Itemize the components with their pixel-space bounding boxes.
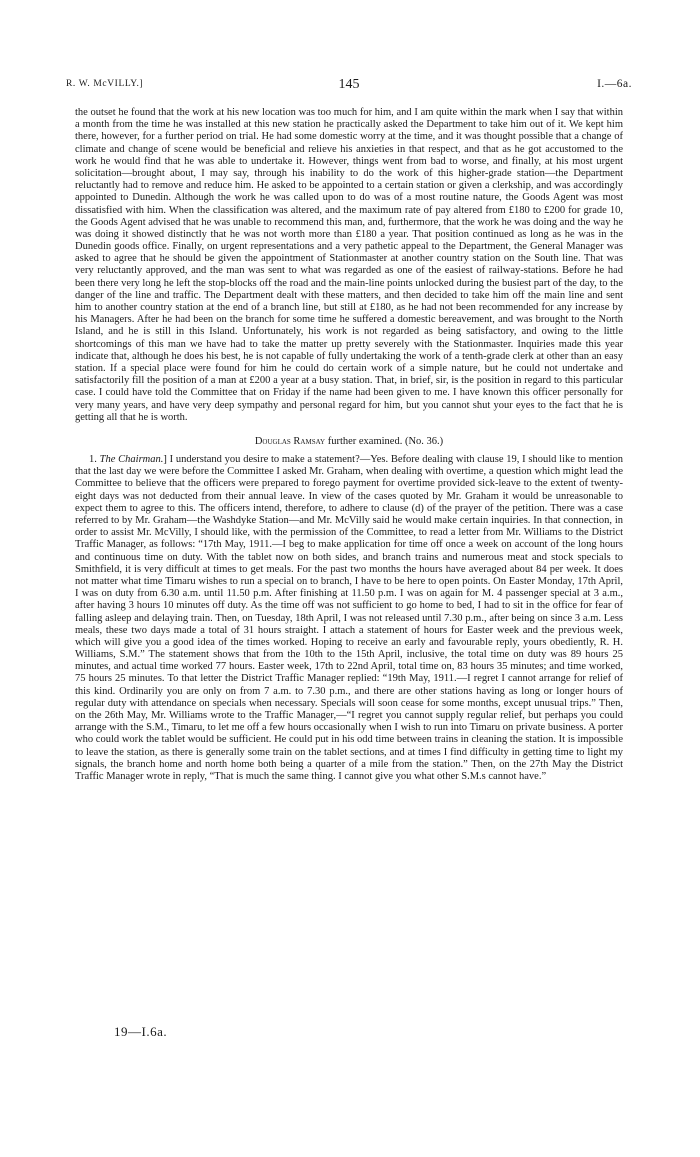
witness-heading-rest: further examined. (No. 36.) [325, 435, 444, 447]
header-author: R. W. McVILLY.] [66, 79, 144, 89]
body-text [75, 107, 623, 783]
statement-text: ] I understand you desire to make a statement?—Yes. Before dealing with clause 19, I should like to mention that the last day we were before the Committee I asked Mr. Graham, when dealing with overtime, a question which might lead the Committee to believe that the officers were prepared to forego payment for overtime provided sick-leave to the extent of twenty-eight days was not deducted from their annual leave. In view of the cases quoted by Mr. Graham it would be unreasonable to expect them to agree to this. The officers intend, therefore, to adhere to clause (d) of the prayer of the petition. There was a case referred to by Mr. Graham—the Washdyke Station—and Mr. McVilly said he would make certain inquiries. In that connection, in order to assist Mr. McVilly, I should like, with the permission of the Committee, to read a letter from Mr. Williams to the District Traffic Manager, as follows: “17th May, 1911.—I beg to make application for time off once a week on account of the long hours and continuous time on duty. With the tablet now on both sides, and branch trains and numerous meat and stock specials to Smithfield, it is very difficult at times to get meals. For the past two months the hours have averaged about 84 per week. It does not matter what time Timaru wishes to run a special on to branch, I have to be here to open points. On Easter Monday, 17th April, I was on duty from 6.30 a.m. until 11.50 p.m. After finishing at 11.50 p.m. I was on again for M. 4 passenger special at 3 a.m., after having 3 hours 10 minutes off duty. As the time off was not sufficient to go home to bed, I had to sit in the office for fear of falling asleep and delaying train. Then, on Tuesday, 18th April, I was not released until 7.30 p.m., after being on since 3 a.m. Less meals, these two days made a total of 31 hours straight. I attach a statement of hours for Easter week and the previous week, which will give you a good idea of the times worked. Hoping to receive an early and favourable reply, yours obediently, R. H. Williams, S.M.” The statement shows that from the 10th to the 15th April, inclusive, the total time on duty was 89 hours 25 minutes, and actual time worked 77 hours. Easter week, 17th to 22nd April, total time on, 83 hours 35 minutes; and time worked, 75 hours 25 minutes. To that letter the District Traffic Manager replied: “19th May, 1911.—I regret I cannot arrange for relief of this kind. Ordinarily you are only on from 7 a.m. to 7.30 p.m., and there are other stations having as long or longer hours of regular duty with attendance on specials when necessary. Specials will soon cease for some months, except unusual trips.” Then, on the 26th May, Mr. Williams wrote to the Traffic Manager,—“I regret you cannot supply regular relief, but perhaps you could arrange with the S.M., Timaru, to let me off a few hours occasionally when I wish to run into Timaru on private business. A porter who could work the tablet would be sufficient. He could put in his odd time between trains in cleaning the station. It is impossible to leave the station, as there is generally some train on the tablet sections, and at times I find difficulty in getting time to light my signals, the branch home and north home both being a quarter of a mile from the station.” Then, on the 27th May the District Traffic Manager wrote in reply, “That is much the same thing. I cannot give you what other S.M.s cannot have.” [75, 454, 624, 782]
document-reference: I.—6a. [597, 78, 632, 90]
speaker: The Chairman. [99, 454, 164, 466]
paragraph-continued: the outset he found that the work at his new location was too much for him, and I am quite within the mark when I say that within a month from the time he was installed at this new station he practically asked the Department to take him out of it. We kept him there, however, for a further period on trial. He had some domestic worry at the time, and it was thought possible that a change of climate and change of scene would be beneficial and relieve his anxieties in that respect, and that as he got accustomed to the work he would find that he was able to undertake it. However, things went from bad to worse, and finally, at his most urgent solicitation—brought about, I may say, through his inability to do the work of this higher-grade station—the Department reluctantly had to remove and reduce him. He asked to be appointed to a certain station or given a clerkship, and was accordingly appointed to Dunedin. Although the work he was called upon to do was of a most routine nature, the Goods Agent was most dissatisfied with him. When the classification was altered, and the maximum rate of pay altered from £180 to £200 for grade 10, the Goods Agent advised that he was unable to recommend this man, and, furthermore, that the work he was doing and the way he was doing it showed distinctly that he was not worth more than £180 a year. That position continued as long as he was in the Dunedin goods office. Finally, on urgent representations and a very pathetic appeal to the Department, the General Manager was asked to agree that he should be given the appointment of Stationmaster at another country station on the South line. That was very reluctantly approved, and the man was sent to what was regarded as one of the easiest of railway-stations. Before he had been there very long he left the stop-blocks off the road and the main-line points unlocked during the busiest part of the day, to the danger of the line and traffic. The Department dealt with these matters, and then decided to take him off the main line and sent him to another country station at the end of a branch line, but still at £180, as he had not been recommended for any increase by his Managers. After he had been on the branch for some time he suffered a domestic bereavement, and was brought to the North Island, and he is still in this Island. Unfortunately, his work is not regarded as being satisfactory, and owing to the little shortcomings of this man we have had to take the matter up pretty severely with the Stationmaster. Inquiries made this year indicate that, although he does his best, he is not capable of fully undertaking the work of a tenth-grade clerk at other than an easy station. If a special place were found for him he could do certain work of a simple nature, but he could not undertake and satisfactorily fill the position of a man at £200 a year at a busy station. That, in brief, sir, is the position in regard to this particular case. I could have told the Committee that on Friday if the name had been given to me. I have known this officer personally for very many years, and have very deep sympathy and personal regard for him, but you cannot shut your eyes to the fact that he is getting all that he is worth. [75, 107, 623, 423]
statement-paragraph [75, 454, 623, 783]
witness-name: Douglas Ramsay [254, 435, 326, 447]
page-number: 145 [338, 77, 360, 92]
signature-mark: 19—I.6a. [114, 1024, 168, 1039]
question-number: 1. [89, 454, 100, 466]
page-header [66, 77, 632, 95]
witness-heading [75, 436, 623, 448]
